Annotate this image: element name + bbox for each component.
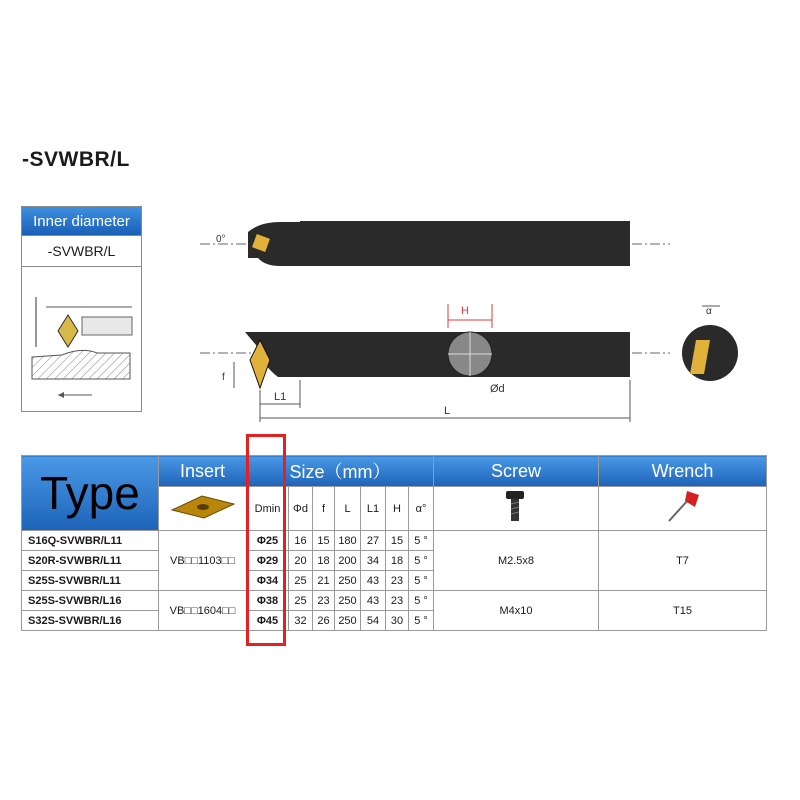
col-H: H (386, 487, 409, 531)
inner-diameter-subtitle: -SVWBR/L (22, 236, 141, 267)
screw-cell: M2.5x8 (434, 531, 599, 591)
model-cell: S16Q-SVWBR/L11 (22, 531, 159, 551)
col-L1: L1 (361, 487, 386, 531)
size-header: Size（mm） (247, 456, 434, 487)
dmin-cell: Φ45 (247, 611, 289, 631)
insert-image-cell (159, 487, 247, 531)
L1-cell: 54 (361, 611, 386, 631)
wrench-header: Wrench (599, 456, 767, 487)
col-alpha: α° (409, 487, 434, 531)
d-cell: 20 (289, 551, 313, 571)
label-L1: L1 (274, 391, 287, 403)
table-row (22, 591, 767, 611)
f-cell: 18 (313, 551, 335, 571)
L-cell: 250 (335, 571, 361, 591)
label-d: Ød (490, 383, 505, 395)
d-cell: 25 (289, 591, 313, 611)
label-L: L (444, 405, 451, 417)
col-L: L (335, 487, 361, 531)
screw-header: Screw (434, 456, 599, 487)
H-cell: 18 (386, 551, 409, 571)
model-cell: S25S-SVWBR/L16 (22, 591, 159, 611)
wrench-image-cell (599, 487, 767, 531)
boring-illustration (22, 267, 141, 411)
angle-label-top: 0° (216, 234, 226, 245)
f-cell: 26 (313, 611, 335, 631)
label-f: f (222, 372, 225, 383)
insert-code-cell: VB□□1103□□ (159, 531, 247, 591)
dmin-cell: Φ34 (247, 571, 289, 591)
label-H: H (461, 305, 469, 317)
alpha-cell: 5 ° (409, 571, 434, 591)
L1-cell: 43 (361, 591, 386, 611)
dmin-cell: Φ29 (247, 551, 289, 571)
spec-table (21, 455, 767, 631)
model-cell: S25S-SVWBR/L11 (22, 571, 159, 591)
L1-cell: 27 (361, 531, 386, 551)
wrench-cell: T15 (599, 591, 767, 631)
d-cell: 16 (289, 531, 313, 551)
H-cell: 23 (386, 571, 409, 591)
screw-cell: M4x10 (434, 591, 599, 631)
label-alpha: α (706, 306, 712, 317)
col-dmin: Dmin (247, 487, 289, 531)
dmin-cell: Φ38 (247, 591, 289, 611)
d-cell: 32 (289, 611, 313, 631)
dmin-highlight-box (246, 434, 286, 646)
col-f: f (313, 487, 335, 531)
alpha-cell: 5 ° (409, 611, 434, 631)
insert-code-cell: VB□□1604□□ (159, 591, 247, 631)
insert-header: Insert (159, 456, 247, 487)
f-cell: 21 (313, 571, 335, 591)
alpha-cell: 5 ° (409, 551, 434, 571)
page-title: -SVWBR/L (22, 148, 130, 171)
f-cell: 23 (313, 591, 335, 611)
L-cell: 200 (335, 551, 361, 571)
f-cell: 15 (313, 531, 335, 551)
inner-diameter-header: Inner diameter (22, 207, 141, 236)
L-cell: 180 (335, 531, 361, 551)
model-cell: S20R-SVWBR/L11 (22, 551, 159, 571)
H-cell: 23 (386, 591, 409, 611)
dmin-cell: Φ25 (247, 531, 289, 551)
wrench-cell: T7 (599, 531, 767, 591)
d-cell: 25 (289, 571, 313, 591)
L1-cell: 34 (361, 551, 386, 571)
L1-cell: 43 (361, 571, 386, 591)
H-cell: 15 (386, 531, 409, 551)
L-cell: 250 (335, 611, 361, 631)
insert-icon (168, 492, 238, 522)
inner-diameter-box (21, 206, 142, 412)
type-header: Type (22, 456, 159, 531)
model-cell: S32S-SVWBR/L16 (22, 611, 159, 631)
screw-image-cell (434, 487, 599, 531)
wrench-icon (663, 487, 703, 527)
H-cell: 30 (386, 611, 409, 631)
col-d: Φd (289, 487, 313, 531)
screw-icon (496, 487, 536, 527)
L-cell: 250 (335, 591, 361, 611)
table-row (22, 531, 767, 551)
tool-drawing (190, 200, 750, 430)
alpha-cell: 5 ° (409, 591, 434, 611)
alpha-cell: 5 ° (409, 531, 434, 551)
